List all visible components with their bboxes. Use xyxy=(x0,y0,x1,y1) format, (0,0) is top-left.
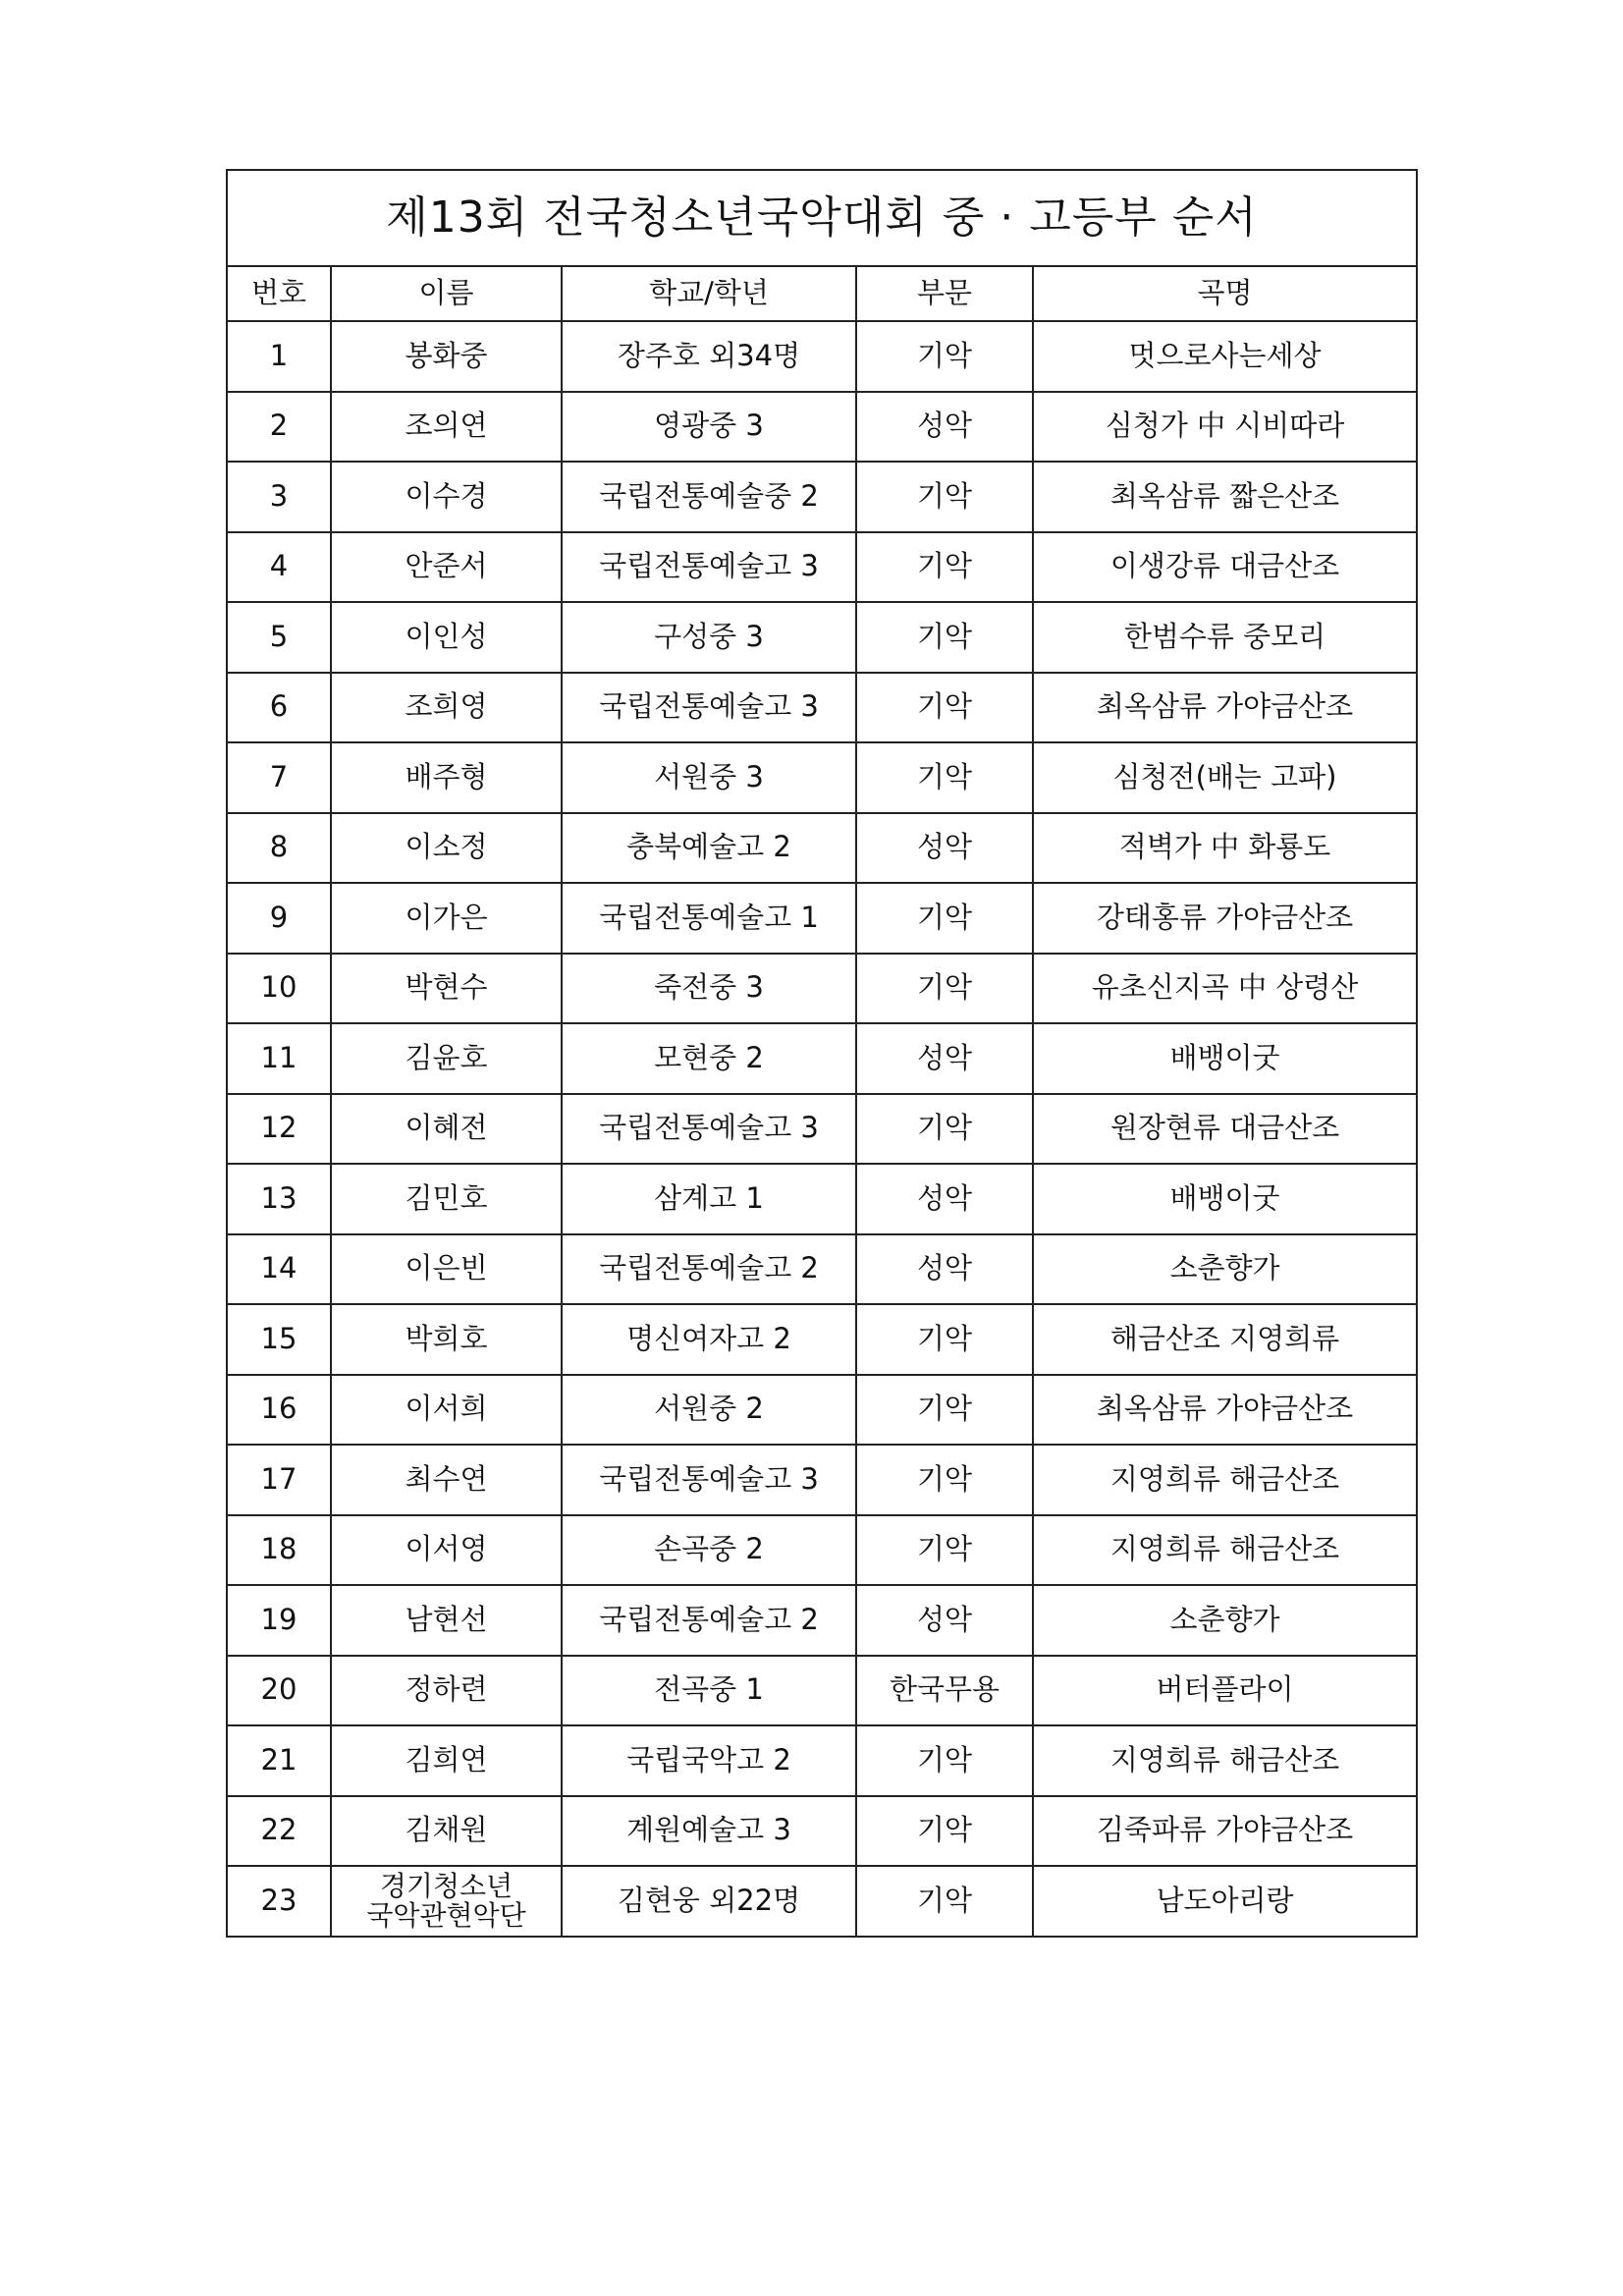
table-row xyxy=(227,883,1417,954)
cell-piece: 원장현류 대금산조 xyxy=(1033,1094,1417,1165)
cell-name: 김민호 xyxy=(331,1164,562,1234)
cell-number: 16 xyxy=(227,1375,331,1446)
cell-school: 서원중 2 xyxy=(562,1375,856,1446)
cell-number: 8 xyxy=(227,813,331,884)
cell-school: 삼계고 1 xyxy=(562,1164,856,1234)
column-header-category: 부문 xyxy=(856,266,1033,321)
cell-number: 23 xyxy=(227,1866,331,1937)
cell-school: 국립전통예술고 3 xyxy=(562,532,856,603)
cell-name: 이소정 xyxy=(331,813,562,884)
cell-piece: 적벽가 中 화룡도 xyxy=(1033,813,1417,884)
cell-number: 3 xyxy=(227,462,331,532)
cell-number: 17 xyxy=(227,1445,331,1515)
cell-name: 이가은 xyxy=(331,883,562,954)
cell-school: 손곡중 2 xyxy=(562,1515,856,1586)
cell-name: 이서희 xyxy=(331,1375,562,1446)
cell-category: 기악 xyxy=(856,1304,1033,1375)
table-row xyxy=(227,1304,1417,1375)
cell-name: 조희영 xyxy=(331,673,562,743)
cell-number: 7 xyxy=(227,742,331,813)
cell-number: 11 xyxy=(227,1023,331,1094)
cell-category: 기악 xyxy=(856,1094,1033,1165)
table-row xyxy=(227,1234,1417,1305)
cell-piece: 소춘향가 xyxy=(1033,1585,1417,1656)
cell-piece: 심청전(배는 고파) xyxy=(1033,742,1417,813)
cell-category: 기악 xyxy=(856,742,1033,813)
table-row xyxy=(227,532,1417,603)
column-header-number: 번호 xyxy=(227,266,331,321)
cell-piece: 지영희류 해금산조 xyxy=(1033,1725,1417,1796)
cell-school: 장주호 외34명 xyxy=(562,321,856,392)
cell-category: 기악 xyxy=(856,1796,1033,1867)
cell-school: 국립전통예술중 2 xyxy=(562,462,856,532)
cell-name: 봉화중 xyxy=(331,321,562,392)
cell-piece: 한범수류 중모리 xyxy=(1033,602,1417,673)
cell-number: 19 xyxy=(227,1585,331,1656)
cell-category: 기악 xyxy=(856,954,1033,1024)
cell-number: 9 xyxy=(227,883,331,954)
table-row xyxy=(227,602,1417,673)
cell-number: 10 xyxy=(227,954,331,1024)
cell-name: 배주형 xyxy=(331,742,562,813)
cell-piece: 심청가 中 시비따라 xyxy=(1033,392,1417,463)
cell-school: 서원중 3 xyxy=(562,742,856,813)
cell-category: 성악 xyxy=(856,813,1033,884)
cell-category: 기악 xyxy=(856,883,1033,954)
cell-school: 전곡중 1 xyxy=(562,1656,856,1726)
cell-category: 성악 xyxy=(856,1164,1033,1234)
cell-category: 성악 xyxy=(856,1023,1033,1094)
cell-piece: 지영희류 해금산조 xyxy=(1033,1515,1417,1586)
cell-school: 국립전통예술고 2 xyxy=(562,1234,856,1305)
cell-category: 기악 xyxy=(856,532,1033,603)
cell-name: 김채원 xyxy=(331,1796,562,1867)
cell-piece: 이생강류 대금산조 xyxy=(1033,532,1417,603)
table-body xyxy=(227,321,1417,1937)
cell-name: 최수연 xyxy=(331,1445,562,1515)
cell-school: 구성중 3 xyxy=(562,602,856,673)
cell-school: 영광중 3 xyxy=(562,392,856,463)
cell-school: 명신여자고 2 xyxy=(562,1304,856,1375)
table-row xyxy=(227,1866,1417,1937)
cell-category: 기악 xyxy=(856,1866,1033,1937)
cell-school: 국립전통예술고 2 xyxy=(562,1585,856,1656)
cell-piece: 해금산조 지영희류 xyxy=(1033,1304,1417,1375)
cell-piece: 소춘향가 xyxy=(1033,1234,1417,1305)
cell-school: 국립전통예술고 3 xyxy=(562,1445,856,1515)
table-row xyxy=(227,1094,1417,1165)
table-header-row xyxy=(227,266,1417,321)
cell-number: 18 xyxy=(227,1515,331,1586)
cell-name: 정하련 xyxy=(331,1656,562,1726)
cell-piece: 최옥삼류 짧은산조 xyxy=(1033,462,1417,532)
cell-school: 국립국악고 2 xyxy=(562,1725,856,1796)
cell-piece: 배뱅이굿 xyxy=(1033,1164,1417,1234)
table-row xyxy=(227,813,1417,884)
cell-name: 이은빈 xyxy=(331,1234,562,1305)
cell-number: 13 xyxy=(227,1164,331,1234)
cell-number: 6 xyxy=(227,673,331,743)
table-row xyxy=(227,1796,1417,1867)
cell-name: 박희호 xyxy=(331,1304,562,1375)
cell-category: 성악 xyxy=(856,392,1033,463)
cell-school: 충북예술고 2 xyxy=(562,813,856,884)
cell-piece: 최옥삼류 가야금산조 xyxy=(1033,1375,1417,1446)
column-header-name: 이름 xyxy=(331,266,562,321)
cell-piece: 지영희류 해금산조 xyxy=(1033,1445,1417,1515)
table-row xyxy=(227,1515,1417,1586)
cell-name: 남현선 xyxy=(331,1585,562,1656)
cell-piece: 유초신지곡 中 상령산 xyxy=(1033,954,1417,1024)
cell-category: 한국무용 xyxy=(856,1656,1033,1726)
cell-number: 2 xyxy=(227,392,331,463)
cell-piece: 최옥삼류 가야금산조 xyxy=(1033,673,1417,743)
program-order-sheet xyxy=(226,169,1416,1938)
cell-category: 성악 xyxy=(856,1234,1033,1305)
cell-number: 4 xyxy=(227,532,331,603)
cell-school: 국립전통예술고 3 xyxy=(562,1094,856,1165)
cell-category: 기악 xyxy=(856,602,1033,673)
cell-name: 이인성 xyxy=(331,602,562,673)
cell-name: 박현수 xyxy=(331,954,562,1024)
cell-name: 경기청소년 국악관현악단 xyxy=(331,1866,562,1937)
table-row xyxy=(227,673,1417,743)
program-order-table xyxy=(226,169,1418,1938)
column-header-piece: 곡명 xyxy=(1033,266,1417,321)
table-row xyxy=(227,321,1417,392)
column-header-school: 학교/학년 xyxy=(562,266,856,321)
cell-school: 계원예술고 3 xyxy=(562,1796,856,1867)
cell-category: 기악 xyxy=(856,462,1033,532)
cell-category: 성악 xyxy=(856,1585,1033,1656)
cell-number: 15 xyxy=(227,1304,331,1375)
cell-category: 기악 xyxy=(856,1515,1033,1586)
cell-category: 기악 xyxy=(856,673,1033,743)
table-row xyxy=(227,1023,1417,1094)
cell-name: 이서영 xyxy=(331,1515,562,1586)
cell-name: 이수경 xyxy=(331,462,562,532)
table-row xyxy=(227,1656,1417,1726)
table-row xyxy=(227,1445,1417,1515)
cell-school: 국립전통예술고 3 xyxy=(562,673,856,743)
cell-number: 5 xyxy=(227,602,331,673)
cell-number: 21 xyxy=(227,1725,331,1796)
table-row xyxy=(227,1725,1417,1796)
cell-school: 김현웅 외22명 xyxy=(562,1866,856,1937)
cell-name: 조의연 xyxy=(331,392,562,463)
cell-piece: 강태홍류 가야금산조 xyxy=(1033,883,1417,954)
table-row xyxy=(227,954,1417,1024)
cell-category: 기악 xyxy=(856,1725,1033,1796)
table-row xyxy=(227,462,1417,532)
table-row xyxy=(227,392,1417,463)
cell-school: 국립전통예술고 1 xyxy=(562,883,856,954)
cell-number: 22 xyxy=(227,1796,331,1867)
cell-name: 이혜전 xyxy=(331,1094,562,1165)
cell-piece: 버터플라이 xyxy=(1033,1656,1417,1726)
cell-name: 안준서 xyxy=(331,532,562,603)
table-row xyxy=(227,1585,1417,1656)
cell-number: 1 xyxy=(227,321,331,392)
cell-piece: 멋으로사는세상 xyxy=(1033,321,1417,392)
cell-number: 12 xyxy=(227,1094,331,1165)
cell-school: 죽전중 3 xyxy=(562,954,856,1024)
cell-category: 기악 xyxy=(856,321,1033,392)
table-row xyxy=(227,742,1417,813)
cell-piece: 남도아리랑 xyxy=(1033,1866,1417,1937)
cell-name: 김윤호 xyxy=(331,1023,562,1094)
cell-category: 기악 xyxy=(856,1375,1033,1446)
cell-number: 20 xyxy=(227,1656,331,1726)
document-title: 제13회 전국청소년국악대회 중 · 고등부 순서 xyxy=(227,170,1417,266)
cell-school: 모현중 2 xyxy=(562,1023,856,1094)
cell-category: 기악 xyxy=(856,1445,1033,1515)
cell-piece: 김죽파류 가야금산조 xyxy=(1033,1796,1417,1867)
table-row xyxy=(227,1375,1417,1446)
cell-piece: 배뱅이굿 xyxy=(1033,1023,1417,1094)
cell-number: 14 xyxy=(227,1234,331,1305)
table-row xyxy=(227,1164,1417,1234)
cell-name: 김희연 xyxy=(331,1725,562,1796)
